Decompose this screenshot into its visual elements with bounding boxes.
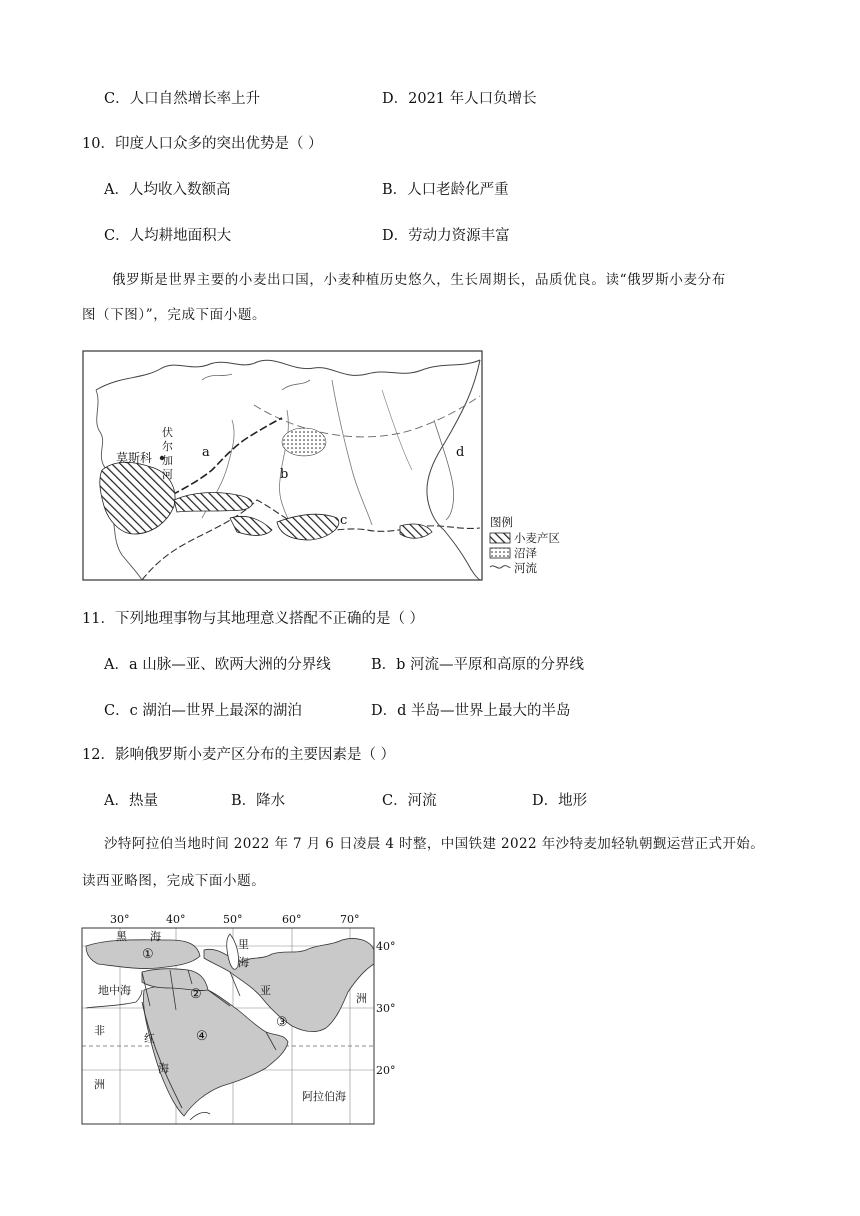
q10-option-d: D．劳动力资源丰富 (382, 228, 510, 244)
q11-option-a: A．a 山脉—亚、欧两大洲的分界线 (104, 657, 331, 673)
lat-label-30: 30° (376, 1002, 396, 1015)
legend-wheat-swatch (490, 533, 510, 543)
lat-label-20: 20° (376, 1064, 396, 1077)
africa-label-2: 洲 (94, 1078, 105, 1091)
label-b: b (280, 467, 289, 482)
swamp-area (282, 428, 326, 456)
q12-option-a: A．热量 (104, 793, 158, 809)
red-sea-label-1: 红 (144, 1032, 155, 1045)
region-4-label: ④ (196, 1029, 208, 1044)
arabian-sea-label: 阿拉伯海 (302, 1090, 346, 1103)
q11-option-d: D．d 半岛—世界上最大的半岛 (371, 703, 571, 719)
region-3-label: ③ (276, 1015, 288, 1030)
q10-stem: 10．印度人口众多的突出优势是（ ） (82, 136, 323, 152)
lon-label-60: 60° (282, 913, 302, 926)
q12-option-b: B．降水 (231, 793, 286, 809)
q12-option-d: D．地形 (532, 793, 588, 809)
westasia-passage-line2: 读西亚略图，完成下面小题。 (82, 873, 266, 889)
q10-option-a: A．人均收入数额高 (104, 182, 231, 198)
q11-option-c: C．c 湖泊—世界上最深的湖泊 (104, 703, 302, 719)
africa-label-1: 非 (94, 1024, 105, 1037)
russia-wheat-map (82, 350, 582, 582)
q11-stem: 11．下列地理事物与其地理意义搭配不正确的是（ ） (82, 611, 425, 627)
q10-option-b: B．人口老龄化严重 (382, 182, 509, 198)
mediterranean-label: 地中海 (98, 984, 131, 997)
westasia-passage-line1: 沙特阿拉伯当地时间 2022 年 7 月 6 日凌晨 4 时整，中国铁建 2022 年沙特麦加轻轨朝觐运营正式开始。 (104, 836, 765, 852)
moscow-label: 莫斯科 (116, 451, 153, 465)
region-2-label: ② (190, 987, 202, 1002)
volga-label-3: 加 (162, 454, 173, 467)
q12-stem: 12．影响俄罗斯小麦产区分布的主要因素是（ ） (82, 747, 396, 763)
volga-label-4: 河 (162, 468, 173, 481)
asia-label-2: 洲 (356, 992, 367, 1005)
asia-label-1: 亚 (260, 984, 271, 997)
lat-label-40: 40° (376, 940, 396, 953)
russia-passage-line1: 俄罗斯是世界主要的小麦出口国，小麦种植历史悠久，生长周期长，品质优良。读“俄罗斯小麦分布 (112, 272, 726, 288)
q11-option-b: B．b 河流—平原和高原的分界线 (371, 657, 585, 673)
q10-option-c: C．人均耕地面积大 (104, 228, 232, 244)
lon-label-40: 40° (166, 913, 186, 926)
lon-label-50: 50° (223, 913, 243, 926)
lon-label-30: 30° (110, 913, 130, 926)
legend-wheat-label: 小麦产区 (514, 531, 560, 545)
volga-label-2: 尔 (162, 440, 173, 453)
legend-swamp-label: 沼泽 (514, 546, 537, 560)
russia-passage-line2: 图（下图）”，完成下面小题。 (82, 307, 267, 323)
volga-label-1: 伏 (162, 426, 173, 439)
legend-river-swatch (490, 566, 510, 569)
west-asia-map (80, 910, 402, 1130)
label-c: c (340, 513, 348, 528)
black-sea-label-2: 海 (150, 930, 161, 943)
legend-river-label: 河流 (514, 561, 537, 575)
caspian-label-1: 里 (238, 938, 249, 951)
q9-option-d: D．2021 年人口负增长 (382, 91, 537, 107)
region-1-label: ① (142, 947, 154, 962)
q9-option-c: C．人口自然增长率上升 (104, 91, 261, 107)
label-d: d (456, 445, 465, 460)
lon-label-70: 70° (340, 913, 360, 926)
caspian-label-2: 海 (238, 956, 249, 969)
black-sea-label-1: 黑 (116, 930, 127, 943)
q12-option-c: C．河流 (382, 793, 437, 809)
red-sea-label-2: 海 (158, 1062, 169, 1075)
legend-swamp-swatch (490, 548, 510, 558)
label-a: a (202, 445, 210, 460)
legend-title: 图例 (490, 515, 513, 529)
